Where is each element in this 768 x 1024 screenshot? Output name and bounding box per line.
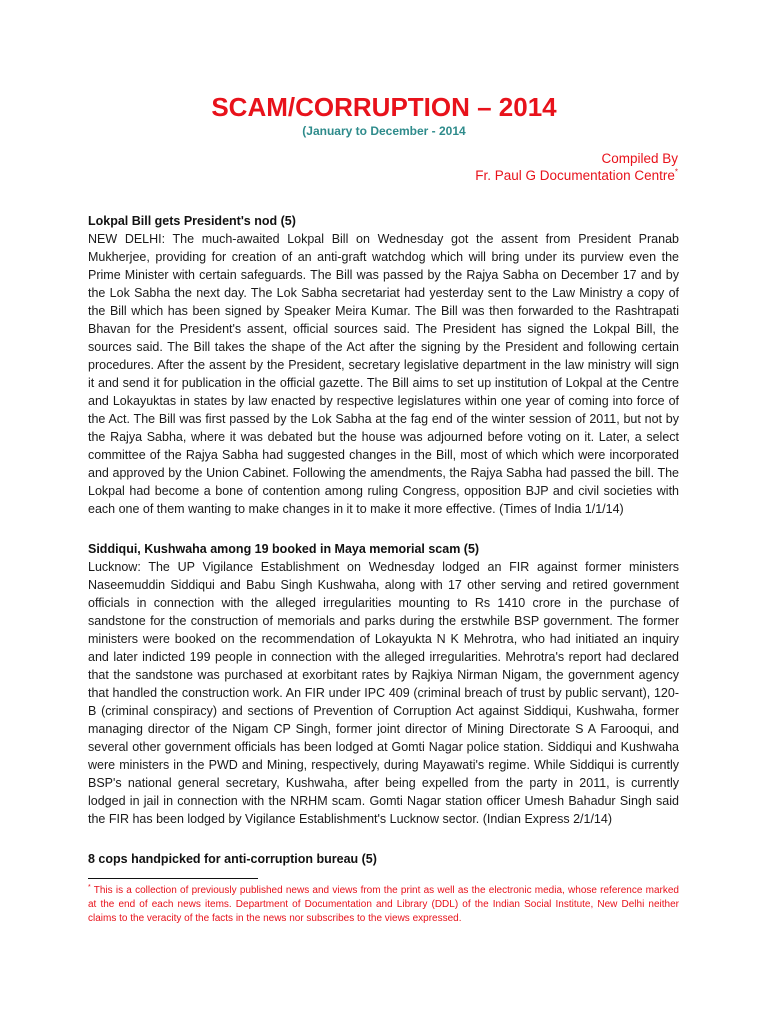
document-title: SCAM/CORRUPTION – 2014 [211,92,557,122]
article-heading: Siddiqui, Kushwaha among 19 booked in Maya memorial scam (5) [88,542,480,556]
compiler-line [475,167,678,184]
footnote-marker: * [88,883,91,891]
compiled-by-block [475,150,678,184]
footnote-text: This is a collection of previously published news and views from the print as well as the electronic media, whose reference marked at the end of each news items. Department of Documentation and Library (DDL) of the Indian Social Institute, New Delhi neither claims to the veracity of the facts in the news nor subscribes to the views expressed. [88,885,679,924]
article [88,540,679,828]
article-body: Lucknow: The UP Vigilance Establishment on Wednesday lodged an FIR against former ministers Naseemuddin Siddiqui and Babu Singh Kushwaha, along with 17 other serving and retired government officials in connection with the alleged irregularities mounting to Rs 1410 crore in the purchase of sandstone for the construction of memorials and parks during the erstwhile BSP government. The former ministers were booked on the recommendation of Lokayukta N K Mehrotra, who had initiated an inquiry and later indicted 199 people in connection with the alleged irregularities. Mehrotra's report had declared that the sandstone was purchased at exorbitant rates by Rajkiya Nirman Nigam, the government agency that handled the construction work. An FIR under IPC 409 (criminal breach of trust by public servant), 120-B (criminal conspiracy) and sections of Prevention of Corruption Act against Siddiqui, Kushwaha, former managing director of the Nigam CP Singh, former joint director of Mining Directorate S A Farooqui, and several other government officials has been lodged at Gomti Nagar police station. Siddiqui and Kushwaha were ministers in the PWD and Mining, respectively, during Mayawati's regime. While Siddiqui is currently BSP's national general secretary, Kushwaha, after being expelled from the party in 2011, is currently lodged in jail in connection with the NRHM scam. Gomti Nagar station officer Umesh Bahadur Singh said the FIR has been lodged by Vigilance Establishment's Lucknow sector. (Indian Express 2/1/14) [88,560,679,826]
article [88,850,679,868]
article-heading: 8 cops handpicked for anti-corruption bureau (5) [88,852,377,866]
compiler-name: Fr. Paul G Documentation Centre [475,168,675,183]
articles-section [88,212,679,868]
article-body: NEW DELHI: The much-awaited Lokpal Bill on Wednesday got the assent from President Pranab Mukherjee, providing for creation of an anti-graft watchdog which will bring under its purview even the Prime Minister with certain safeguards. The Bill was passed by the Rajya Sabha on December 17 and by the Lok Sabha the next day. The Lok Sabha secretariat had yesterday sent to the Law Ministry a copy of the Bill which has been signed by Speaker Meira Kumar. The Bill was then forwarded to the Rashtrapati Bhavan for the President's assent, official sources said. The President has signed the Lokpal Bill, the sources said. The Bill takes the shape of the Act after the signing by the President and following certain procedures. After the assent by the President, secretary legislative department in the law ministry will sign it and send it for publication in the official gazette. The Bill aims to set up institution of Lokpal at the Centre and Lokayuktas in states by law enacted by respective legislatures within one year of coming into force of the Act. The Bill was first passed by the Lok Sabha at the fag end of the winter session of 2011, but not by the Rajya Sabha, where it was debated but the house was adjourned before voting on it. Later, a select committee of the Rajya Sabha had suggested changes in the Bill, most of which which were incorporated and approved by the Union Cabinet. Following the amendments, the Rajya Sabha had passed the bill. The Lokpal had become a bone of contention among ruling Congress, opposition BJP and civil societies with each one of them wanting to make changes in it to make it more effective. (Times of India 1/1/14) [88,232,679,516]
footnote-reference: * [674,167,678,177]
article [88,212,679,518]
article-heading: Lokpal Bill gets President's nod (5) [88,214,296,228]
footnote [88,884,679,926]
footnote-separator [88,878,258,879]
compiled-by-label: Compiled By [601,151,678,166]
document-subtitle: (January to December - 2014 [302,124,466,138]
